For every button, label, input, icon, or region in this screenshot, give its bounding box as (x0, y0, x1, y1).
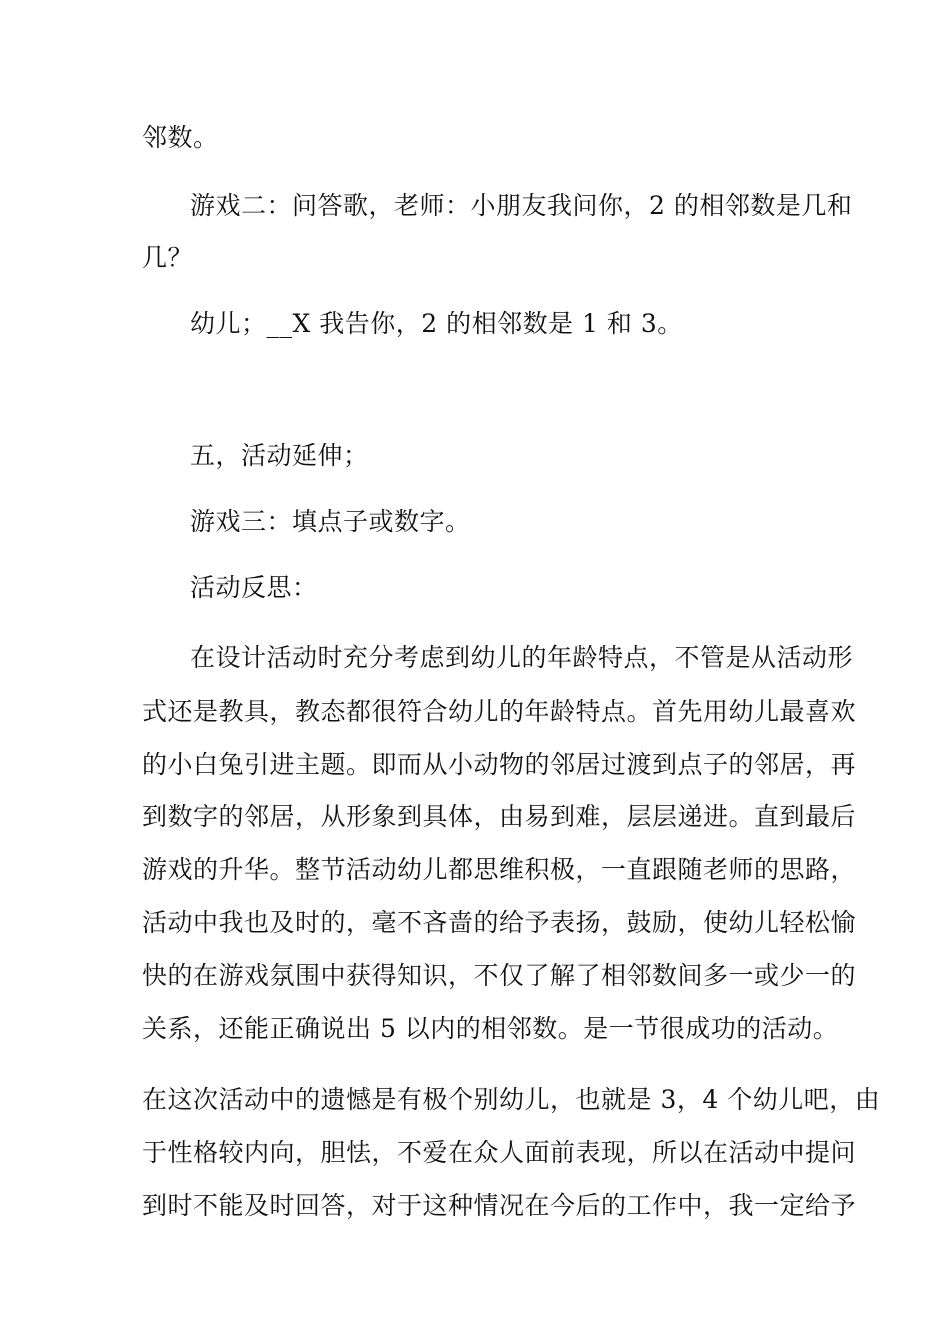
text-line: 邻数。 (142, 123, 219, 152)
text-line: 游戏三：填点子或数字。 (190, 507, 471, 536)
section-heading: 活动反思： (190, 573, 318, 602)
text-line: 活动中我也及时的，毫不吝啬的给予表扬，鼓励，使幼儿轻松愉 (142, 908, 857, 937)
text-line: 快的在游戏氛围中获得知识，不仅了解了相邻数间多一或少一的 (142, 961, 857, 990)
text-line: 在设计活动时充分考虑到幼儿的年龄特点，不管是从活动形 (190, 643, 854, 672)
text-line: 几？ (142, 243, 194, 272)
text-line: 式还是教具，教态都很符合幼儿的年龄特点。首先用幼儿最喜欢 (142, 697, 857, 726)
text-line: 到数字的邻居，从形象到具体，由易到难，层层递进。直到最后 (142, 802, 857, 831)
text-line: 在这次活动中的遗憾是有极个别幼儿，也就是 3，4 个幼儿吧，由 (142, 1085, 881, 1114)
section-heading: 五，活动延伸； (190, 441, 369, 470)
text-line: 关系，还能正确说出 5 以内的相邻数。是一节很成功的活动。 (142, 1014, 839, 1043)
text-line: 游戏二：问答歌，老师：小朋友我问你，2 的相邻数是几和 (190, 191, 853, 220)
text-line: 于性格较内向，胆怯，不爱在众人面前表现，所以在活动中提问 (142, 1138, 857, 1167)
text-line: 到时不能及时回答，对于这种情况在今后的工作中，我一定给予 (142, 1191, 857, 1220)
text-line: 游戏的升华。整节活动幼儿都思维积极，一直跟随老师的思路， (142, 855, 857, 884)
text-line: 幼儿；__X 我告你，2 的相邻数是 1 和 3。 (190, 309, 683, 338)
text-line: 的小白兔引进主题。即而从小动物的邻居过渡到点子的邻居，再 (142, 750, 857, 779)
